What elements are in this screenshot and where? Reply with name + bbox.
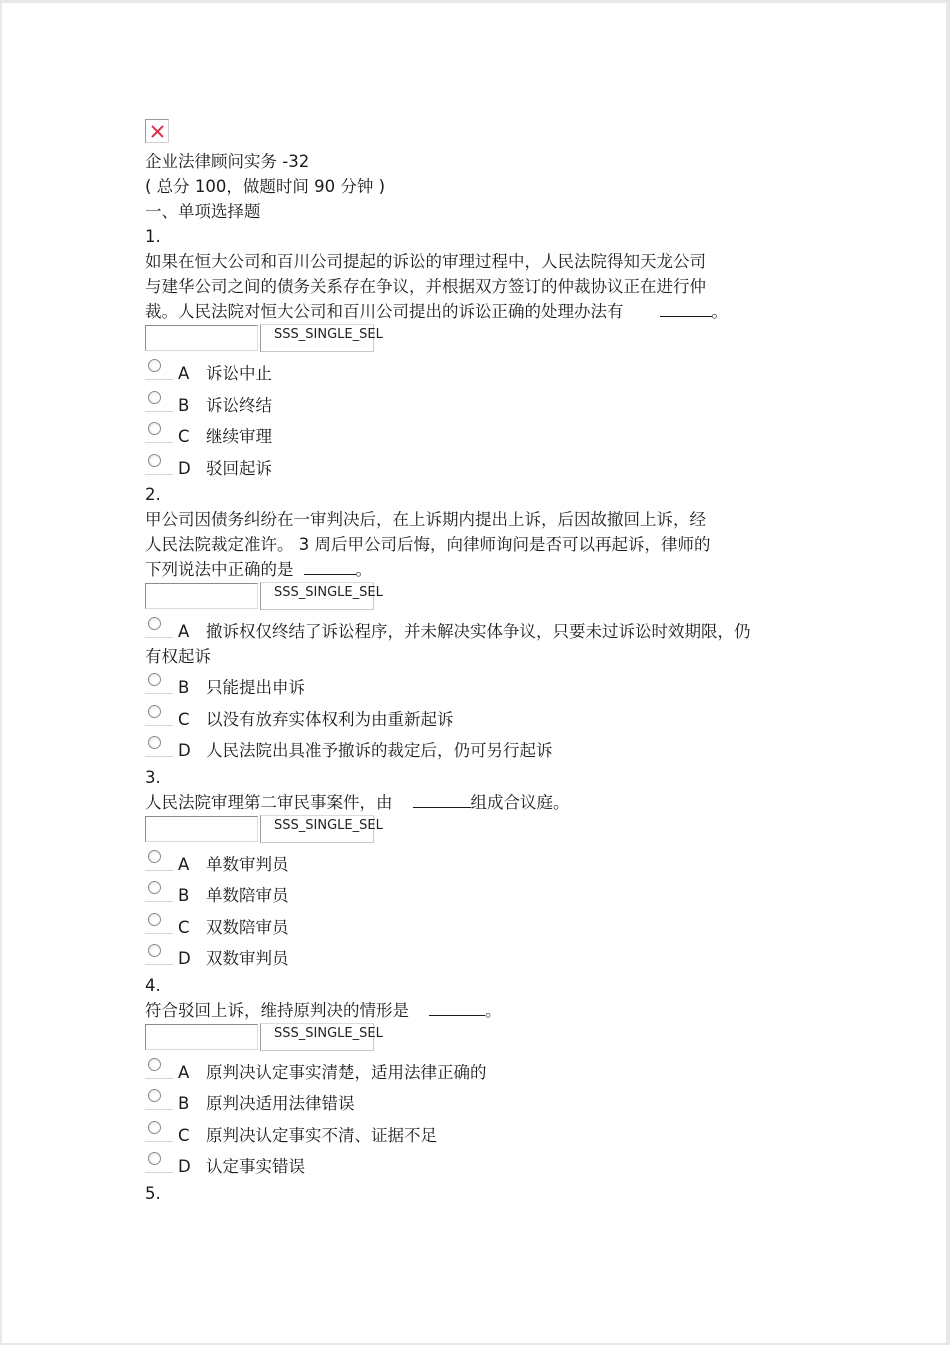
answer-input[interactable]	[145, 583, 258, 609]
radio-icon[interactable]	[145, 451, 175, 477]
option-label: 驳回起诉	[206, 458, 272, 478]
question-2	[145, 482, 785, 765]
option-label: 认定事实错误	[206, 1157, 305, 1176]
option-key: D	[178, 458, 191, 478]
option-a[interactable]	[145, 1055, 785, 1087]
answer-select-row	[145, 815, 785, 845]
option-key: B	[178, 678, 190, 697]
option-c[interactable]	[145, 1118, 785, 1150]
answer-type-box[interactable]: SSS_SINGLE_SEL	[260, 1023, 374, 1051]
section-heading: 一、单项选择题	[145, 202, 261, 221]
answer-input[interactable]	[145, 1024, 258, 1050]
option-key: A	[178, 622, 190, 641]
answer-type-box[interactable]: SSS_SINGLE_SEL	[260, 324, 374, 352]
question-text	[145, 249, 785, 324]
option-label: 原判决认定事实不清、证据不足	[206, 1125, 437, 1145]
answer-input[interactable]	[145, 325, 258, 351]
answer-blank	[660, 300, 712, 317]
radio-icon[interactable]	[145, 419, 175, 445]
answer-input[interactable]	[145, 816, 258, 842]
question-number: 3.	[145, 767, 161, 787]
option-c[interactable]	[145, 419, 785, 451]
question-text	[145, 998, 785, 1023]
option-label: 撤诉权仅终结了诉讼程序，并未解决实体争议，只要未过诉讼时效期限，仍有权起诉	[145, 622, 751, 666]
option-key: C	[178, 709, 190, 729]
answer-select-row	[145, 1023, 785, 1053]
radio-icon[interactable]	[145, 733, 175, 759]
option-label: 诉讼终结	[206, 395, 272, 415]
broken-image-icon	[145, 119, 169, 143]
question-stem: 甲公司因债务纠纷在一审判决后，在上诉期内提出上诉，后因故撤回上诉，经 人民法院裁定准许。 3 周后甲公司后悔，向律师询问是否可以再起诉，律师的 下列说法中正确的是	[145, 510, 711, 579]
doc-title: 企业法律顾问实务 -32	[145, 152, 310, 171]
option-key: C	[178, 1125, 190, 1145]
radio-icon[interactable]	[145, 702, 175, 728]
radio-icon[interactable]	[145, 941, 175, 967]
option-key: D	[178, 1157, 191, 1176]
option-key: B	[178, 1094, 190, 1113]
radio-icon[interactable]	[145, 1055, 175, 1081]
option-label: 继续审理	[206, 427, 272, 446]
doc-meta: ( 总分 100，做题时间 90 分钟 )	[145, 177, 386, 196]
option-label: 人民法院出具准予撤诉的裁定后，仍可另行起诉	[206, 741, 553, 760]
option-key: D	[178, 949, 191, 968]
question-number: 4.	[145, 975, 161, 995]
option-key: D	[178, 741, 191, 760]
answer-type-box[interactable]: SSS_SINGLE_SEL	[260, 582, 374, 610]
option-c[interactable]	[145, 702, 785, 734]
question-tail: 。	[485, 1000, 502, 1020]
question-text	[145, 790, 785, 815]
question-3	[145, 765, 785, 973]
option-b[interactable]	[145, 878, 785, 910]
question-stem: 如果在恒大公司和百川公司提起的诉讼的审理过程中，人民法院得知天龙公司 与建华公司之间的债务关系存在争议，并根据双方签订的仲裁协议正在进行仲 裁。人民法院对恒大公司和百川公司提出的诉讼正确的处理办法有	[145, 252, 706, 321]
question-tail: 组成合议庭。	[470, 792, 570, 812]
document-content	[145, 119, 785, 1206]
radio-icon[interactable]	[145, 1118, 175, 1144]
option-key: A	[178, 364, 190, 383]
radio-icon[interactable]	[145, 1149, 175, 1175]
option-label: 双数陪审员	[206, 917, 289, 937]
radio-icon[interactable]	[145, 388, 175, 414]
option-label: 原判决适用法律错误	[206, 1094, 355, 1113]
option-key: C	[178, 917, 190, 937]
question-number-next: 5.	[145, 1183, 161, 1203]
question-text	[145, 507, 785, 582]
question-number: 2.	[145, 485, 161, 504]
option-d[interactable]	[145, 941, 785, 973]
option-b[interactable]	[145, 388, 785, 420]
option-a[interactable]	[145, 614, 785, 670]
option-b[interactable]	[145, 1086, 785, 1118]
question-4	[145, 973, 785, 1181]
radio-icon[interactable]	[145, 670, 175, 696]
answer-type-box[interactable]: SSS_SINGLE_SEL	[260, 815, 374, 843]
option-c[interactable]	[145, 910, 785, 942]
option-label: 双数审判员	[206, 949, 289, 968]
answer-select-row	[145, 582, 785, 612]
option-key: A	[178, 1062, 190, 1082]
option-key: B	[178, 886, 190, 905]
option-a[interactable]	[145, 356, 785, 388]
radio-icon[interactable]	[145, 847, 175, 873]
option-label: 只能提出申诉	[206, 678, 305, 697]
option-d[interactable]	[145, 451, 785, 483]
option-b[interactable]	[145, 670, 785, 702]
question-tail: 。	[711, 302, 728, 321]
answer-blank	[413, 791, 471, 808]
question-1	[145, 224, 785, 482]
answer-select-row	[145, 324, 785, 354]
option-label: 诉讼中止	[206, 364, 272, 383]
question-number: 1.	[145, 227, 161, 246]
option-key: A	[178, 854, 190, 874]
option-label: 单数审判员	[206, 854, 289, 874]
answer-blank	[304, 558, 356, 575]
option-label: 以没有放弃实体权利为由重新起诉	[206, 709, 454, 729]
question-stem: 人民法院审理第二审民事案件，由	[145, 792, 393, 812]
radio-icon[interactable]	[145, 356, 175, 382]
option-label: 原判决认定事实清楚，适用法律正确的	[206, 1062, 487, 1082]
answer-blank	[429, 999, 485, 1016]
radio-icon[interactable]	[145, 1086, 175, 1112]
document-page	[2, 3, 946, 1343]
question-stem: 符合驳回上诉，维持原判决的情形是	[145, 1000, 409, 1020]
question-tail: 。	[355, 560, 372, 579]
option-d[interactable]	[145, 1149, 785, 1181]
radio-icon[interactable]	[145, 878, 175, 904]
option-a[interactable]	[145, 847, 785, 879]
option-key: B	[178, 395, 190, 415]
option-d[interactable]	[145, 733, 785, 765]
option-key: C	[178, 427, 190, 446]
option-label: 单数陪审员	[206, 886, 289, 905]
radio-icon[interactable]	[145, 910, 175, 936]
